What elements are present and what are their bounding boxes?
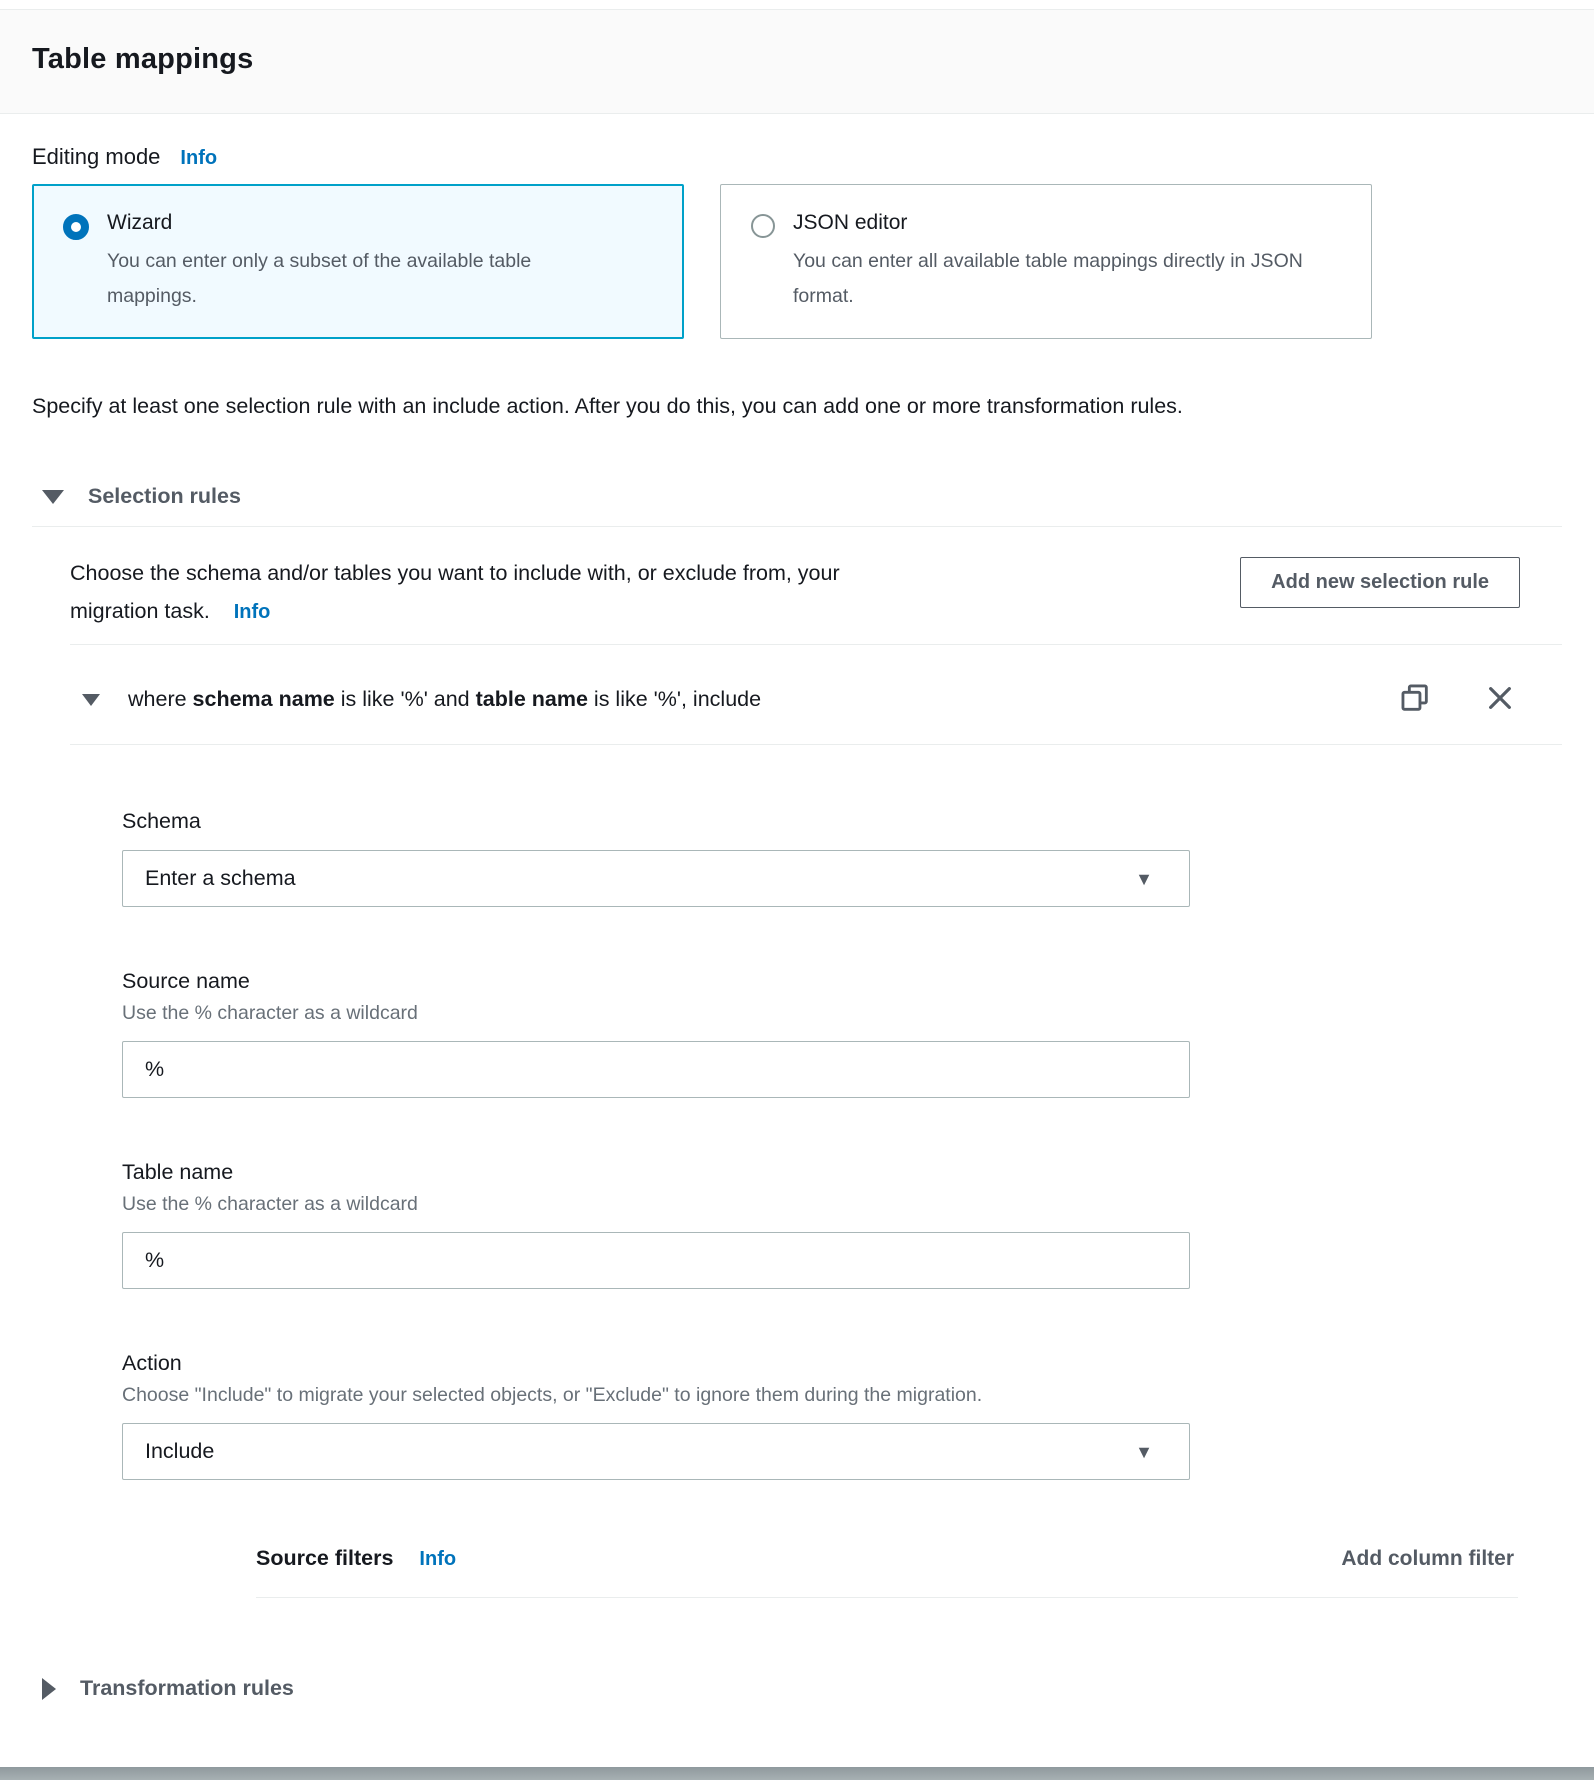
copy-icon bbox=[1398, 681, 1432, 718]
panel-header bbox=[0, 10, 1594, 114]
page-title: Table mappings bbox=[32, 43, 254, 75]
editing-mode-label: Editing mode bbox=[32, 144, 161, 169]
panel-content bbox=[0, 144, 1594, 1701]
chevron-down-icon bbox=[82, 694, 100, 706]
wizard-radio-selected-icon[interactable] bbox=[63, 214, 89, 240]
wizard-option-card[interactable] bbox=[32, 184, 684, 339]
selection-rules-expander[interactable] bbox=[32, 484, 1562, 509]
action-constraint: Choose "Include" to migrate your selected objects, or "Exclude" to ignore them during the migration. bbox=[122, 1384, 983, 1407]
editing-mode-options bbox=[32, 184, 1562, 339]
selection-rules-title: Selection rules bbox=[88, 484, 241, 509]
next-section-edge bbox=[0, 1767, 1594, 1780]
source-name-input[interactable] bbox=[122, 1041, 1190, 1098]
table-name-input[interactable] bbox=[122, 1232, 1190, 1289]
source-filters-info-link[interactable]: Info bbox=[419, 1548, 457, 1571]
chevron-down-icon: ▼ bbox=[1135, 868, 1153, 889]
divider bbox=[256, 1597, 1518, 1598]
wizard-option-title: Wizard bbox=[107, 211, 173, 234]
selection-rules-description-block bbox=[70, 555, 900, 630]
divider bbox=[70, 644, 1562, 645]
action-select[interactable] bbox=[122, 1423, 1190, 1480]
remove-rule-button[interactable] bbox=[1484, 682, 1516, 717]
table-name-constraint: Use the % character as a wildcard bbox=[122, 1193, 418, 1216]
duplicate-rule-button[interactable] bbox=[1398, 681, 1432, 718]
chevron-down-icon: ▼ bbox=[1135, 1441, 1153, 1462]
selection-rule-summary: where schema name is like '%' and table name is like '%', include bbox=[128, 687, 762, 712]
source-filters-label: Source filters bbox=[256, 1546, 394, 1571]
add-column-filter-button[interactable]: Add column filter bbox=[1341, 1547, 1514, 1571]
wizard-option-description: You can enter only a subset of the available table mappings. bbox=[107, 250, 532, 308]
schema-field bbox=[122, 809, 1562, 907]
selection-rules-info-link[interactable]: Info bbox=[233, 600, 271, 623]
divider bbox=[70, 744, 1562, 745]
add-new-selection-rule-button[interactable]: Add new selection rule bbox=[1240, 557, 1520, 608]
selection-rule-actions bbox=[1398, 681, 1516, 718]
chevron-right-icon bbox=[42, 1678, 56, 1700]
top-strip bbox=[0, 0, 1594, 10]
json-editor-option-card[interactable] bbox=[720, 184, 1372, 339]
json-editor-option-title: JSON editor bbox=[793, 211, 908, 234]
source-filters-row bbox=[32, 1546, 1562, 1571]
selection-rules-description: Choose the schema and/or tables you want to include with, or exclude from, your migration task. bbox=[70, 561, 840, 623]
chevron-down-icon bbox=[42, 490, 64, 504]
json-editor-radio-unselected-icon[interactable] bbox=[751, 214, 775, 238]
editing-mode-row bbox=[32, 144, 1562, 170]
selection-rule-header[interactable] bbox=[32, 655, 1562, 744]
selection-rule-form bbox=[32, 809, 1562, 1480]
source-name-constraint: Use the % character as a wildcard bbox=[122, 1002, 418, 1025]
selection-rules-toolbar bbox=[32, 555, 1562, 630]
schema-label: Schema bbox=[122, 809, 201, 834]
source-name-label: Source name bbox=[122, 969, 250, 994]
editing-mode-info-link[interactable]: Info bbox=[180, 147, 218, 169]
close-icon bbox=[1484, 682, 1516, 717]
schema-select-value: Enter a schema bbox=[145, 866, 296, 891]
action-select-value: Include bbox=[145, 1439, 215, 1464]
schema-select[interactable] bbox=[122, 850, 1190, 907]
table-name-field bbox=[122, 1160, 1562, 1289]
action-field bbox=[122, 1351, 1562, 1480]
source-name-field bbox=[122, 969, 1562, 1098]
table-name-label: Table name bbox=[122, 1160, 234, 1185]
transformation-rules-title: Transformation rules bbox=[80, 1676, 294, 1701]
intro-text: Specify at least one selection rule with an include action. After you do this, you can add one or more transformation rules. bbox=[32, 394, 1183, 419]
transformation-rules-expander[interactable] bbox=[32, 1676, 1562, 1701]
divider bbox=[32, 526, 1562, 527]
action-label: Action bbox=[122, 1351, 182, 1376]
json-editor-option-description: You can enter all available table mappings directly in JSON format. bbox=[793, 250, 1303, 308]
